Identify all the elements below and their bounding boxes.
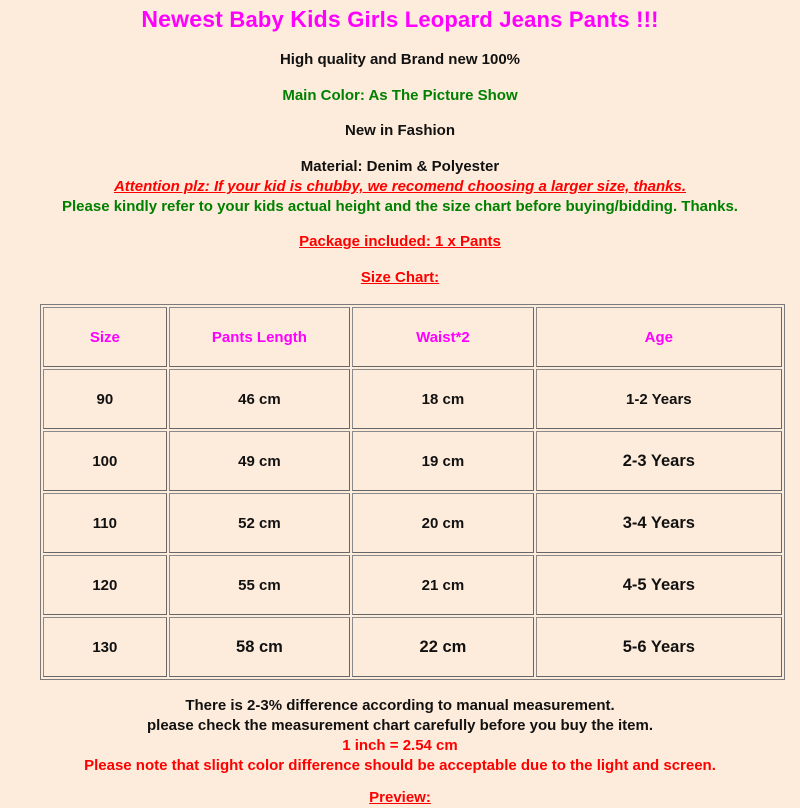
- table-row: [43, 369, 782, 429]
- cell-waist: 19 cm: [352, 431, 534, 491]
- size-chart-heading: Size Chart:: [360, 269, 440, 286]
- cell-age: 5-6 Years: [536, 617, 782, 677]
- material-text: Material: Denim & Polyester: [300, 158, 500, 175]
- cell-age: 1-2 Years: [536, 369, 782, 429]
- header-size: Size: [43, 307, 167, 367]
- table-row: [43, 617, 782, 677]
- attention-text: Attention plz: If your kid is chubby, we recomend choosing a larger size, thanks.: [113, 178, 687, 195]
- fashion-text: New in Fashion: [344, 122, 455, 139]
- cell-waist: 20 cm: [352, 493, 534, 553]
- cell-pants-length: 52 cm: [169, 493, 351, 553]
- cell-size: 110: [43, 493, 167, 553]
- cell-size: 100: [43, 431, 167, 491]
- page-title: [0, 6, 800, 33]
- refer-text: Please kindly refer to your kids actual height and the size chart before buying/bidding. Thanks.: [62, 198, 738, 215]
- table-row: [43, 493, 782, 553]
- main-color-text: Main Color: As The Picture Show: [282, 87, 518, 104]
- preview-heading: Preview:: [369, 789, 431, 806]
- table-header-row: [43, 307, 782, 367]
- title-word-kids: Kids: [290, 6, 341, 32]
- cell-age: 3-4 Years: [536, 493, 782, 553]
- check-chart-note: please check the measurement chart carefully before you buy the item.: [146, 717, 653, 734]
- cell-pants-length: 58 cm: [169, 617, 351, 677]
- table-row: [43, 431, 782, 491]
- cell-age: 4-5 Years: [536, 555, 782, 615]
- quality-text: High quality and Brand new 100%: [279, 51, 521, 68]
- cell-pants-length: 46 cm: [169, 369, 351, 429]
- inch-conversion: 1 inch = 2.54 cm: [342, 737, 458, 754]
- table-row: [43, 555, 782, 615]
- cell-size: 90: [43, 369, 167, 429]
- cell-waist: 22 cm: [352, 617, 534, 677]
- measurement-note: There is 2-3% difference according to manual measurement.: [185, 697, 615, 714]
- color-difference-note: Please note that slight color difference should be acceptable due to the light and screen.: [84, 757, 716, 774]
- cell-pants-length: 55 cm: [169, 555, 351, 615]
- title-word-newest: Newest: [141, 6, 224, 32]
- package-text: Package included: 1 x Pants: [299, 233, 501, 250]
- cell-waist: 18 cm: [352, 369, 534, 429]
- cell-pants-length: 49 cm: [169, 431, 351, 491]
- cell-size: 130: [43, 617, 167, 677]
- size-chart-table: [40, 304, 785, 680]
- cell-age: 2-3 Years: [536, 431, 782, 491]
- title-word-baby: Baby: [223, 7, 291, 32]
- cell-size: 120: [43, 555, 167, 615]
- title-word-rest: Girls Leopard Jeans Pants !!!: [340, 7, 659, 32]
- header-pants-length: Pants Length: [169, 307, 351, 367]
- header-age: Age: [536, 307, 782, 367]
- cell-waist: 21 cm: [352, 555, 534, 615]
- header-waist: Waist*2: [352, 307, 534, 367]
